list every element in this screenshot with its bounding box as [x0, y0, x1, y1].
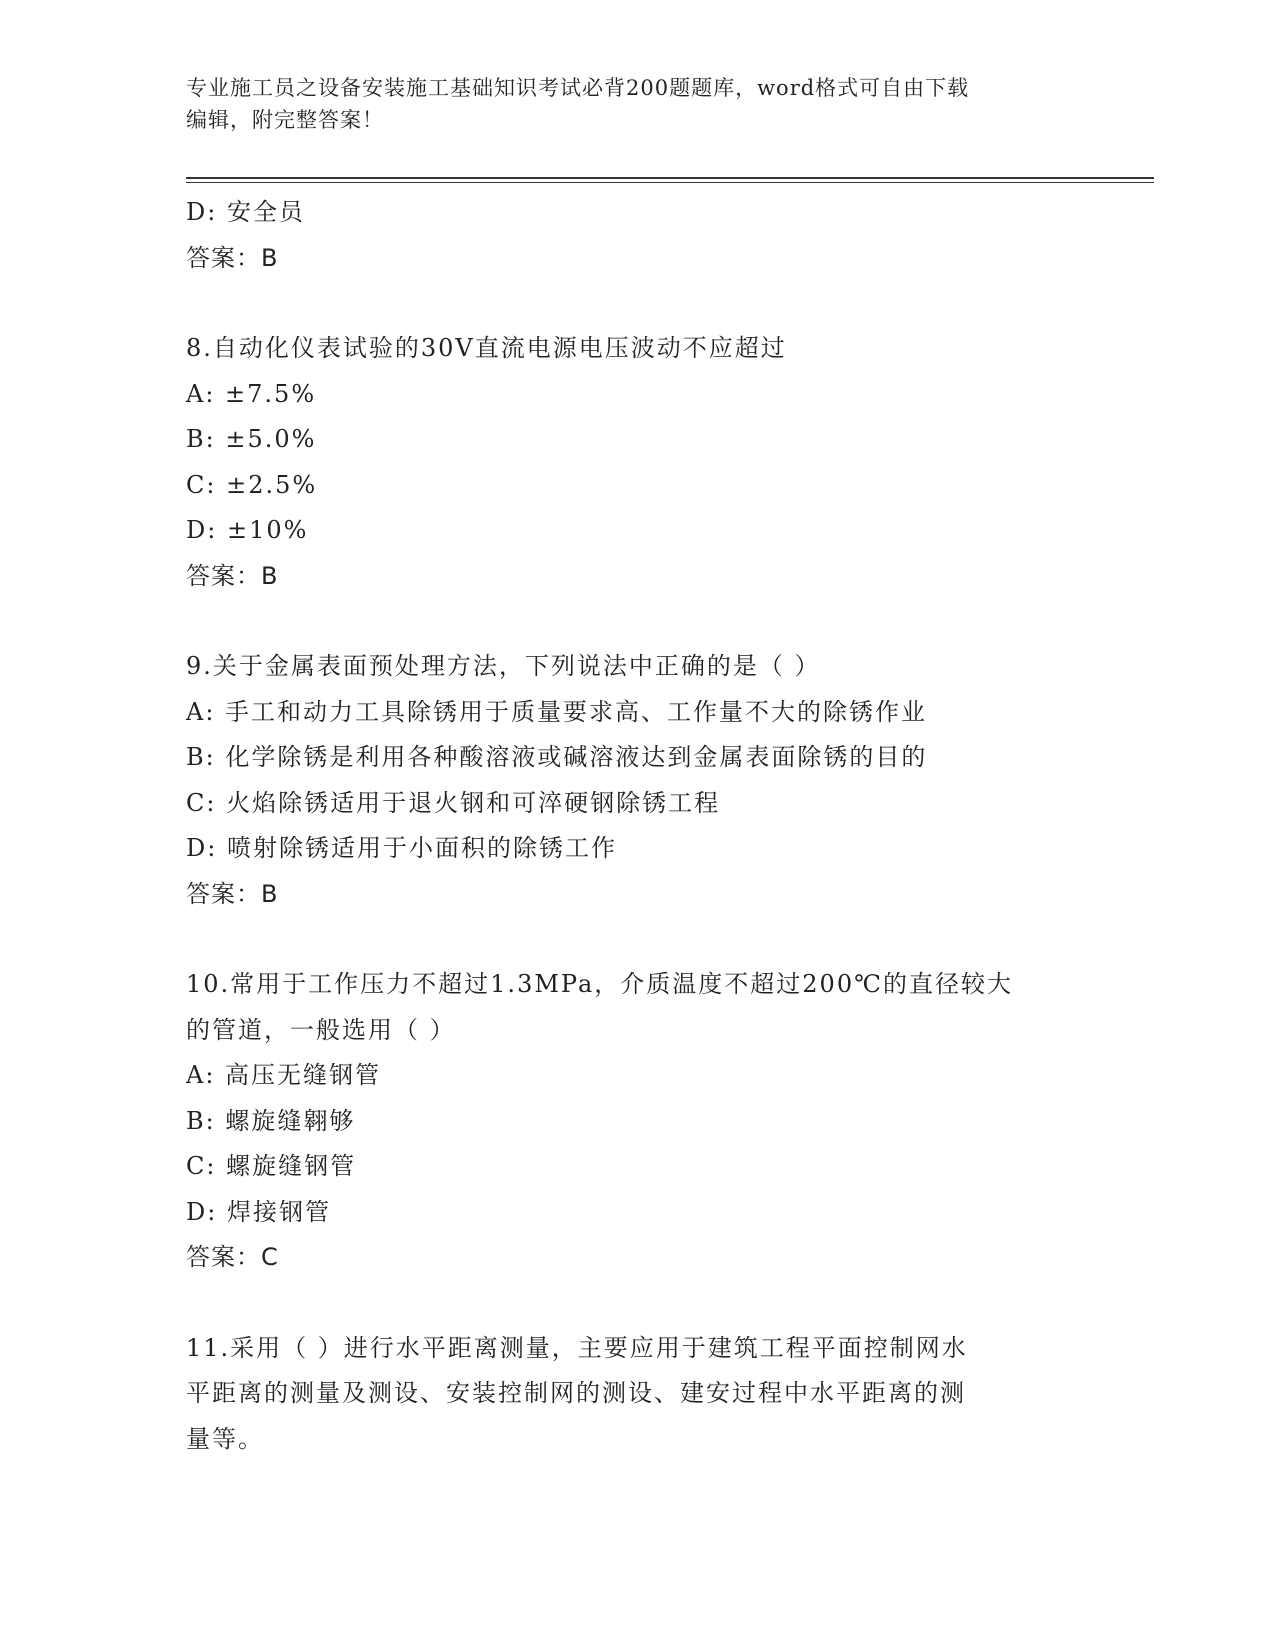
answer-line: 答案：B	[186, 879, 279, 908]
question-10	[186, 962, 1086, 1281]
option-c: C: 火焰除锈适用于退火钢和可淬硬钢除锈工程	[186, 788, 721, 817]
question-stem: 8.自动化仪表试验的30V直流电源电压波动不应超过	[186, 334, 787, 362]
question-stem-line-1: 10.常用于工作压力不超过1.3MPa，介质温度不超过200℃的直径较大	[186, 970, 1013, 998]
question-stem: 9.关于金属表面预处理方法，下列说法中正确的是（ ）	[186, 652, 821, 680]
option-a: A: 手工和动力工具除锈用于质量要求高、工作量不大的除锈作业	[186, 697, 928, 726]
header-title-line-2: 编辑，附完整答案！	[186, 108, 384, 132]
question-11	[186, 1326, 1086, 1463]
question-stem-line-3: 量等。	[186, 1424, 264, 1453]
document-body	[186, 190, 1086, 1462]
spacer	[186, 917, 1086, 962]
option-b: B: ±5.0%	[186, 425, 317, 453]
option-c: C: ±2.5%	[186, 470, 318, 499]
question-stem-line-2: 平距离的测量及测设、安装控制网的测设、建安过程中水平距离的测	[186, 1379, 966, 1407]
option-b: B: 螺旋缝翱够	[186, 1106, 356, 1135]
option-d: D: 喷射除锈适用于小面积的除锈工作	[186, 834, 617, 862]
option-a: A: ±7.5%	[186, 379, 317, 408]
header-title-line-1: 专业施工员之设备安装施工基础知识考试必背200题题库，word格式可自由下载	[186, 76, 970, 100]
header-divider-thin	[186, 182, 1154, 183]
answer-line: 答案：B	[186, 561, 279, 590]
option-d: D: ±10%	[186, 516, 309, 544]
answer-line: 答案：C	[186, 1243, 279, 1271]
header-divider	[186, 177, 1154, 179]
previous-question-tail	[186, 190, 1086, 281]
question-9	[186, 644, 1086, 917]
option-d: D: 安全员	[186, 198, 305, 226]
option-c: C: 螺旋缝钢管	[186, 1152, 357, 1180]
option-a: A: 高压无缝钢管	[186, 1061, 382, 1089]
question-8	[186, 326, 1086, 599]
spacer	[186, 281, 1086, 326]
option-b: B: 化学除锈是利用各种酸溶液或碱溶液达到金属表面除锈的目的	[186, 743, 928, 771]
spacer	[186, 1281, 1086, 1326]
page-header	[186, 72, 1066, 136]
answer-line: 答案：B	[186, 243, 279, 272]
question-stem-line-2: 的管道，一般选用（ ）	[186, 1015, 456, 1044]
question-stem-line-1: 11.采用（ ）进行水平距离测量，主要应用于建筑工程平面控制网水	[186, 1333, 968, 1362]
spacer	[186, 599, 1086, 644]
option-d: D: 焊接钢管	[186, 1197, 331, 1226]
